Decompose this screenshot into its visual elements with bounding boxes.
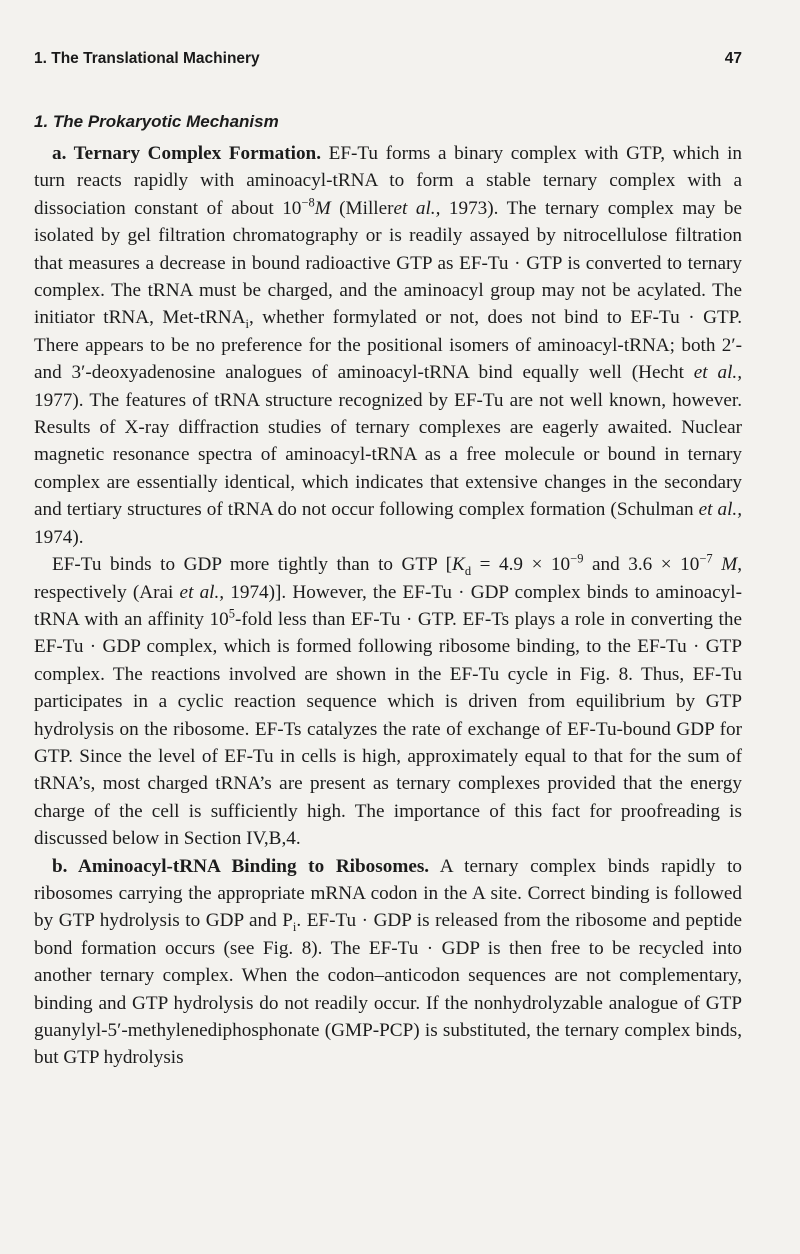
running-head [34, 50, 742, 68]
book-page [34, 50, 742, 1072]
subsection-heading-b: b. Aminoacyl-tRNA Binding to Ribosomes. [52, 855, 430, 877]
paragraph-ternary-complex: a. Ternary Complex Formation. EF-Tu forms a binary complex with GTP, which in turn reacts rapidly with aminoacyl-tRNA to form a stable ternary complex with a dissociation constant of about $10^{-8}M$ (Milleret al., 1973). The ternary complex may be isolated by gel filtration chromatography or is readily assayed by nitrocellulose filtration that measures a decrease in bound radioactive GTP as EF-Tu · GTP is converted to ternary complex. The tRNA must be charged, and the aminoacyl group may not be acylated. The initiator tRNA, Met-tRNA$_i$, whether formylated or not, does not bind to EF-Tu · GTP. There appears to be no preference for the positional isomers of aminoacyl-tRNA; both 2′- and 3′-deoxyadenosine analogues of aminoacyl-tRNA bind equally well (Hecht et al., 1977). The features of tRNA structure recognized by EF-Tu are not well known, however. Results of X-ray diffraction studies of ternary complexes are eagerly awaited. Nuclear magnetic resonance spectra of aminoacyl-tRNA as a free molecule or bound in ternary complex are essentially identical, which indicates that extensive changes in the secondary and tertiary structures of tRNA do not occur following complex formation (Schulman et al., 1974). [34, 143, 742, 548]
subsection-heading-a: a. Ternary Complex Formation. [52, 143, 322, 164]
paragraph-ribosome-binding: b. Aminoacyl-tRNA Binding to Ribosomes. A ternary complex binds rapidly to ribosomes carrying the appropriate mRNA codon in the A site. Correct binding is followed by GTP hydrolysis to GDP and $P_i$. EF-Tu · GDP is released from the ribosome and peptide bond formation occurs (see Fig. 8). The EF-Tu · GDP is then free to be recycled into another ternary complex. When the codon–anticodon sequences are not complementary, binding and GTP hydrolysis do not readily occur. If the nonhydrolyzable analogue of GTP guanylyl-5′-methylenediphosphonate (GMP-PCP) is substituted, the ternary complex binds, but GTP hydrolysis [34, 855, 742, 1069]
paragraph-ef-ts: EF-Tu binds to GDP more tightly than to GTP [$K_d = 4.9 \times 10^{-9}$ and $3.6 \times 10^{-7}$ M, respectively (Arai et al., 1974)]. However, the EF-Tu · GDP complex binds to aminoacyl-tRNA with an affinity $10^5$-fold less than EF-Tu · GTP. EF-Ts plays a role in converting the EF-Tu · GDP complex, which is formed following ribosome binding, to the EF-Tu · GTP complex. The reactions involved are shown in the EF-Tu cycle in Fig. 8. Thus, EF-Tu participates in a cyclic reaction sequence which is driven from equilibrium by GTP hydrolysis on the ribosome. EF-Ts catalyzes the rate of exchange of EF-Tu-bound GDP for GTP. Since the level of EF-Tu in cells is high, approximately equal to that for the sum of tRNA’s, most charged tRNA’s are present as ternary complexes provided that the energy charge of the cell is sufficiently high. The importance of this fact for proofreading is discussed below in Section IV,B,4. [34, 551, 742, 850]
running-title: 1. The Translational Machinery [34, 50, 260, 67]
page-number: 47 [724, 50, 742, 67]
section-title: 1. The Prokaryotic Mechanism [34, 112, 279, 131]
